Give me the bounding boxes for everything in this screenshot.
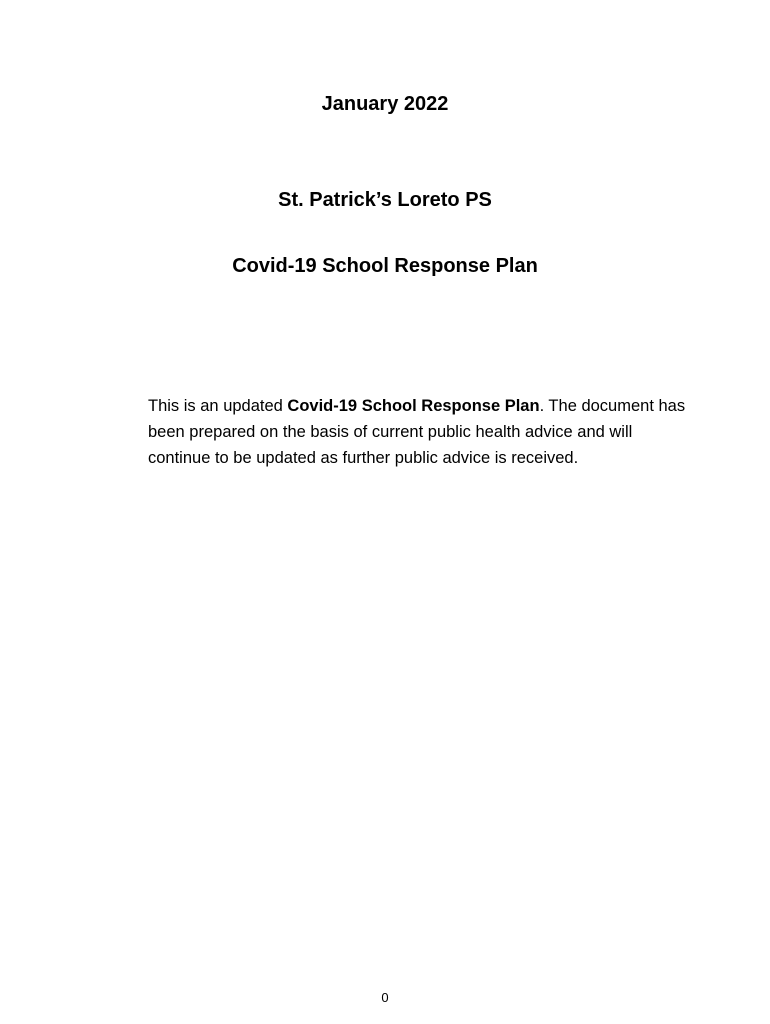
intro-prefix: This is an updated [148,396,288,415]
intro-bold-title: Covid-19 School Response Plan [287,396,540,415]
intro-paragraph [148,393,693,471]
page-number: 0 [381,990,389,1005]
school-name: St. Patrick’s Loreto PS [278,189,492,211]
document-date: January 2022 [321,93,449,115]
plan-title: Covid-19 School Response Plan [232,255,538,277]
intro-suffix: . The document has been prepared on the basis of current public health advice and will continue to be updated as further public advice is received. [148,396,686,467]
